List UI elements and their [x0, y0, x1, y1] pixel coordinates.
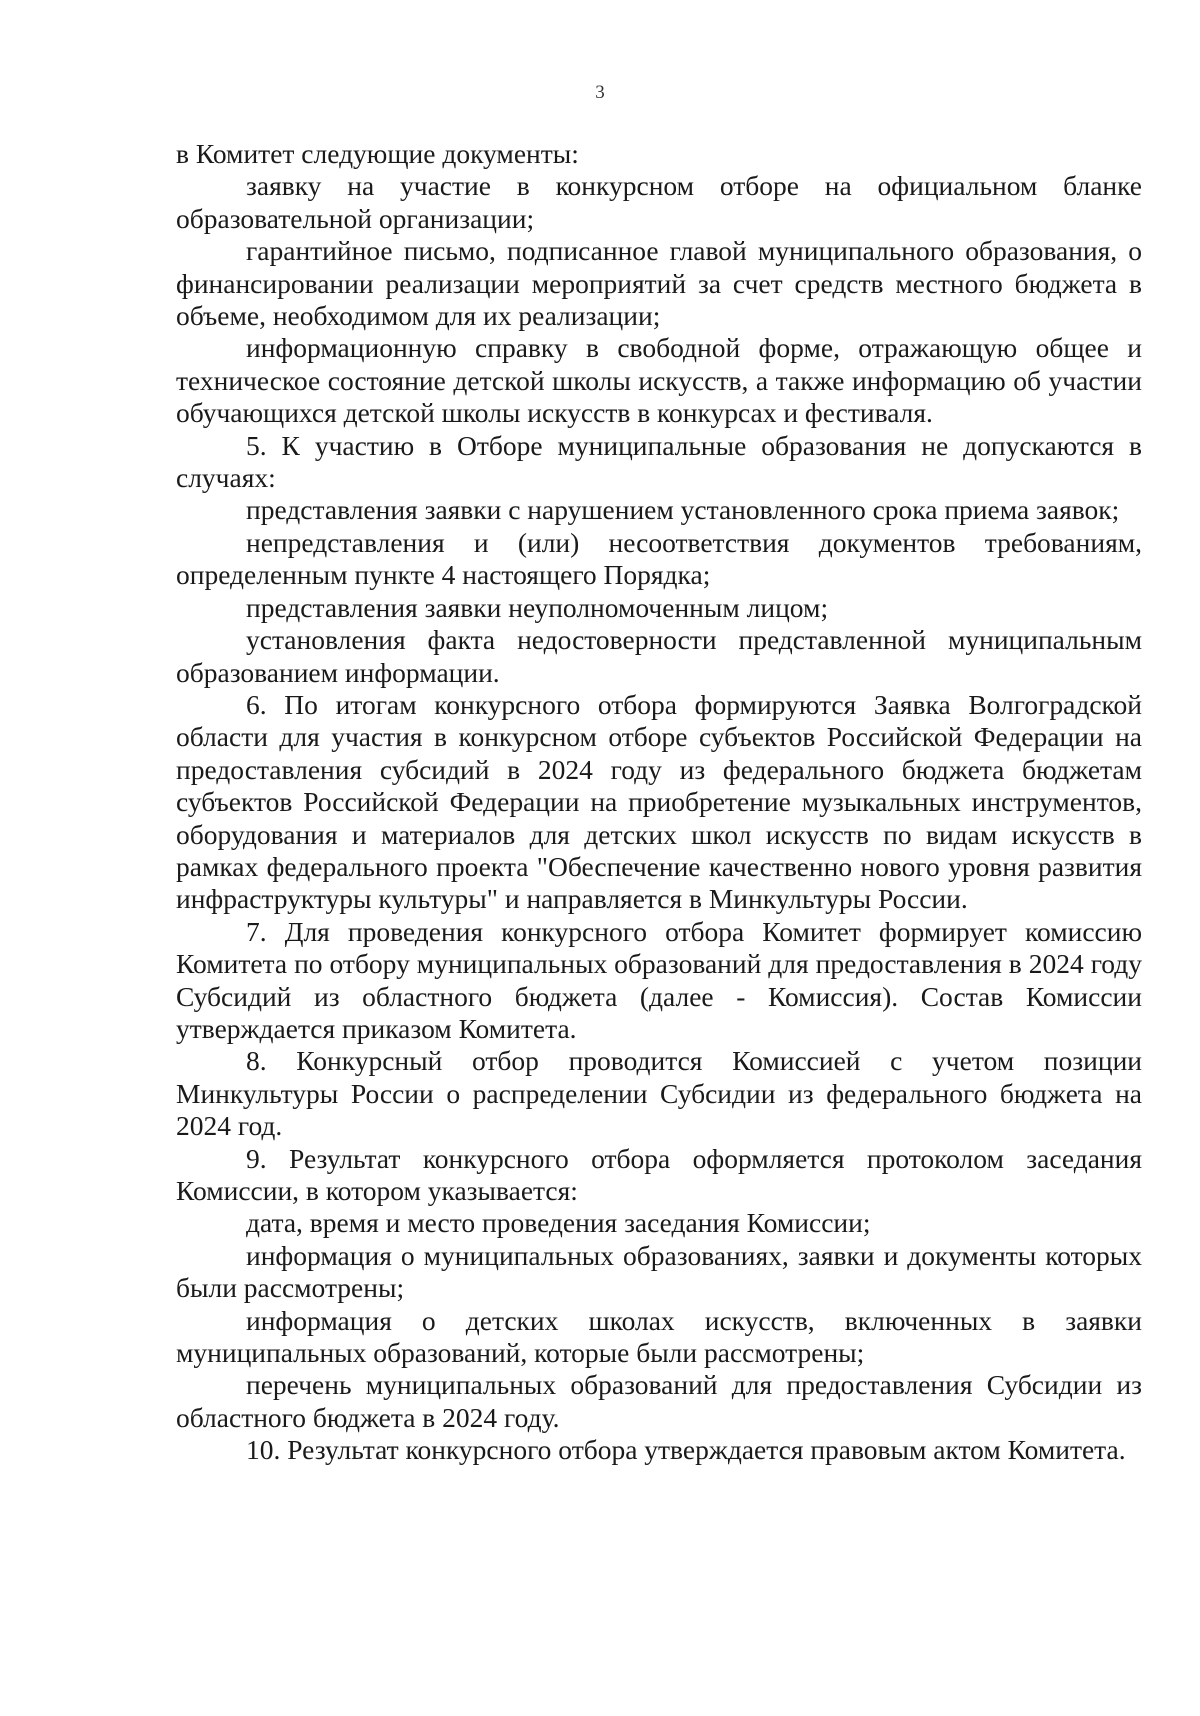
clause-6: 6. По итогам конкурсного отбора формируются Заявка Волгоградской области для участия в конкурсном отборе субъектов Российской Федерации на предоставления субсидий в 2024 году из федерального бюджета бюджетам субъектов Российской Федерации на приобретение музыкальных инструментов, оборудования и материалов для детских школ искусств по видам искусств в рамках федерального проекта "Обеспечение качественно нового уровня развития инфраструктуры культуры" и направляется в Минкультуры России. [176, 688, 1142, 915]
list-item-guarantee-letter: гарантийное письмо, подписанное главой муниципального образования, о финансировании реализации мероприятий за счет средств местного бюджета в объеме, необходимом для их реализации; [176, 235, 1142, 332]
clause-5-item-late: представления заявки с нарушением установленного срока приема заявок; [246, 494, 1120, 526]
list-item-info-note: информационную справку в свободной форме, отражающую общее и техническое состояние детской школы искусств, а также информацию об участии обучающихся детской школы искусств в конкурсах и фестиваля. [176, 332, 1142, 429]
list-item-application: заявку на участие в конкурсном отборе на официальном бланке образовательной организации; [176, 170, 1142, 234]
paragraph-continuation: в Комитет следующие документы: [176, 138, 579, 169]
clause-8: 8. Конкурсный отбор проводится Комиссией с учетом позиции Минкультуры России о распределении Субсидии из федерального бюджета на 2024 год. [176, 1045, 1142, 1142]
clause-7: 7. Для проведения конкурсного отбора Комитет формирует комиссию Комитета по отбору муниципальных образований для предоставления в 2024 году Субсидий из областного бюджета (далее - Комиссия). Состав Комиссии утверждается приказом Комитета. [176, 915, 1142, 1044]
clause-5: 5. К участию в Отборе муниципальные образования не допускаются в случаях: [176, 429, 1142, 494]
clause-9-item-list: перечень муниципальных образований для предоставления Субсидии из областного бюджета в 2024 году. [176, 1369, 1142, 1433]
clause-9-item-date: дата, время и место проведения заседания Комиссии; [246, 1207, 871, 1239]
clause-9: 9. Результат конкурсного отбора оформляется протоколом заседания Комиссии, в котором указывается: [176, 1142, 1142, 1206]
clause-5-item-false-info: установления факта недостоверности представленной муниципальным образованием информации. [176, 624, 1142, 688]
clause-9-item-municipalities: информация о муниципальных образованиях, заявки и документы которых были рассмотрены; [176, 1239, 1142, 1304]
page-number: 3 [595, 82, 605, 103]
document-body [176, 138, 1142, 1467]
clause-5-item-nonconformity: непредставления и (или) несоответствия документов требованиям, определенным пункте 4 настоящего Порядка; [176, 526, 1142, 591]
clause-5-item-unauthorized: представления заявки неуполномоченным лицом; [246, 591, 829, 623]
clause-10: 10. Результат конкурсного отбора утверждается правовым актом Комитета. [246, 1434, 1126, 1466]
clause-9-item-schools: информация о детских школах искусств, включенных в заявки муниципальных образований, которые были рассмотрены; [176, 1304, 1142, 1369]
